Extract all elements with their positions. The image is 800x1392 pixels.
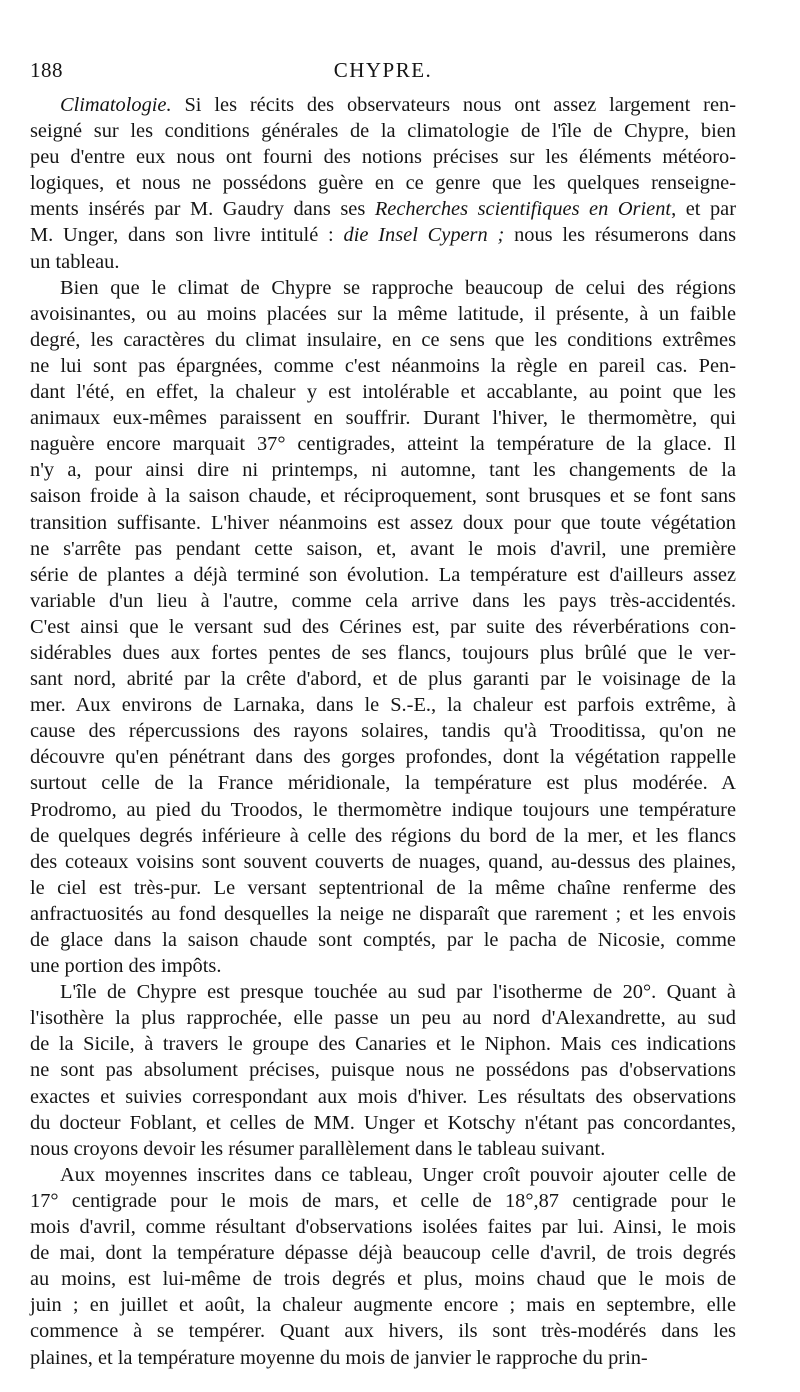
text-line xyxy=(30,379,736,405)
text-run: seigné sur les conditions générales de la climatologie de l'île de Chypre, bien xyxy=(30,120,736,143)
text-run: ne lui sont pas épargnées, comme c'est néanmoins la règle en pareil cas. Pen- xyxy=(30,354,736,377)
text-run: un tableau. xyxy=(30,250,120,273)
text-run: C'est ainsi que le versant sud des Cérines est, par suite des réverbérations con- xyxy=(30,615,736,638)
text-line xyxy=(30,457,736,483)
text-line xyxy=(30,1057,736,1083)
text-line xyxy=(30,249,736,275)
text-run: L'île de Chypre est presque touchée au sud par l'isotherme de 20°. Quant à xyxy=(60,981,736,1004)
text-run: variable d'un lieu à l'autre, comme cela arrive dans les pays très-accidentés. xyxy=(30,589,736,612)
text-run: découvre qu'en pénétrant dans des gorges profondes, dont la végétation rappelle xyxy=(30,746,736,769)
text-line xyxy=(30,510,736,536)
text-run: Bien que le climat de Chypre se rapproche beaucoup de celui des régions xyxy=(60,276,736,299)
text-line xyxy=(30,1240,736,1266)
paragraph xyxy=(30,275,736,980)
text-run: ne sont pas absolument précises, puisque nous ne possédons pas d'observations xyxy=(30,1059,736,1082)
text-run: Aux moyennes inscrites dans ce tableau, Unger croît pouvoir ajouter celle de xyxy=(60,1163,736,1186)
text-line xyxy=(30,118,736,144)
text-run: , et par xyxy=(671,198,737,221)
text-run: peu d'entre eux nous ont fourni des notions précises sur les éléments météoro- xyxy=(30,146,736,169)
text-run: M. Unger, dans son livre intitulé : xyxy=(30,224,344,247)
body-text xyxy=(30,92,736,1371)
text-run: dant l'été, en effet, la chaleur y est intolérable et accablante, au point que les xyxy=(30,381,736,404)
text-line xyxy=(30,797,736,823)
text-run: sant nord, abrité par la crête d'abord, et de plus garanti par le voisinage de la xyxy=(30,668,736,691)
text-run: ments insérés par M. Gaudry dans ses xyxy=(30,198,375,221)
text-line xyxy=(30,483,736,509)
text-line xyxy=(30,353,736,379)
text-line xyxy=(30,823,736,849)
text-run: n'y a, pour ainsi dire ni printemps, ni automne, tant les changements de la xyxy=(30,459,736,482)
text-line xyxy=(30,1084,736,1110)
text-run: avoisinantes, ou au moins placées sur la même latitude, il présente, à un faible xyxy=(30,302,736,325)
text-run: série de plantes a déjà terminé son évolution. La température est d'ailleurs assez xyxy=(30,563,736,586)
text-line xyxy=(30,640,736,666)
text-run: surtout celle de la France méridionale, la température est plus modérée. A xyxy=(30,772,736,795)
text-run: l'isothère la plus rapprochée, elle passe un peu au nord d'Alexandrette, au sud xyxy=(30,1007,736,1030)
text-line xyxy=(30,901,736,927)
text-line xyxy=(30,614,736,640)
text-run: le ciel est très-pur. Le versant septentrional de la même chaîne renferme des xyxy=(30,876,736,899)
text-line xyxy=(30,744,736,770)
text-line xyxy=(30,301,736,327)
text-line xyxy=(30,849,736,875)
text-line xyxy=(30,1110,736,1136)
italic-text: Recherches scientifiques en Orient xyxy=(374,198,672,221)
text-line xyxy=(30,196,736,222)
text-run: 17° centigrade pour le mois de mars, et celle de 18°,87 centigrade pour le xyxy=(30,1189,736,1212)
text-line xyxy=(30,170,736,196)
text-run: au moins, est lui-même de trois degrés et plus, moins chaud que le mois de xyxy=(30,1268,736,1291)
text-run: cause des répercussions des rayons solaires, tandis qu'à Trooditissa, qu'on ne xyxy=(30,720,736,743)
italic-text: die Insel Cypern ; xyxy=(343,224,505,247)
text-run: sidérables dues aux fortes pentes de ses flancs, toujours plus brûlé que le ver- xyxy=(30,641,736,664)
text-line xyxy=(30,536,736,562)
text-run: naguère encore marquait 37° centigrades, atteint la température de la glace. Il xyxy=(30,433,736,456)
text-line xyxy=(30,144,736,170)
text-line xyxy=(30,1345,736,1371)
text-run: animaux eux-mêmes paraissent en souffrir. Durant l'hiver, le thermomètre, qui xyxy=(30,407,736,430)
text-run: une portion des impôts. xyxy=(30,955,222,978)
text-line xyxy=(30,927,736,953)
text-line xyxy=(30,692,736,718)
text-line xyxy=(30,275,736,301)
text-run: nous croyons devoir les résumer parallèlement dans le tableau suivant. xyxy=(30,1137,606,1160)
running-title: CHYPRE. xyxy=(333,58,433,82)
text-run: des coteaux voisins sont souvent couverts de nuages, quand, au-dessus des plaines, xyxy=(30,850,736,873)
text-line xyxy=(30,1318,736,1344)
text-run: exactes et suivies correspondant aux mois d'hiver. Les résultats des observations xyxy=(30,1085,736,1108)
text-line xyxy=(30,1005,736,1031)
text-line xyxy=(30,718,736,744)
text-run: plaines, et la température moyenne du mois de janvier le rapproche du prin- xyxy=(30,1346,648,1369)
italic-text: Climatologie. xyxy=(60,94,172,116)
paragraph xyxy=(30,979,736,1162)
text-line xyxy=(30,431,736,457)
text-line xyxy=(30,1266,736,1292)
page-number: 188 xyxy=(30,58,63,82)
text-line xyxy=(30,92,736,118)
paragraph xyxy=(30,92,736,275)
text-line xyxy=(30,405,736,431)
text-run: anfractuosités au fond desquelles la neige ne disparaît que rarement ; et les envois xyxy=(30,902,736,925)
text-run: juin ; en juillet et août, la chaleur augmente encore ; mais en septembre, elle xyxy=(30,1294,736,1317)
text-run: logiques, et nous ne possédons guère en ce genre que les quelques renseigne- xyxy=(30,172,736,195)
text-line xyxy=(30,770,736,796)
text-run: de mai, dont la température dépasse déjà beaucoup celle d'avril, de trois degrés xyxy=(30,1242,736,1265)
text-line xyxy=(30,327,736,353)
text-line xyxy=(30,875,736,901)
text-run: mois d'avril, comme résultant d'observations isolées faites par lui. Ainsi, le mois xyxy=(30,1216,736,1239)
text-run: de la Sicile, à travers le groupe des Canaries et le Niphon. Mais ces indications xyxy=(30,1033,736,1056)
text-line xyxy=(30,1188,736,1214)
text-line xyxy=(30,1136,736,1162)
text-run: Si les récits des observateurs nous ont assez largement ren- xyxy=(171,94,736,116)
text-run: commence à se tempérer. Quant aux hivers, ils sont très-modérés dans les xyxy=(30,1320,736,1343)
text-line xyxy=(30,1214,736,1240)
book-page xyxy=(30,58,736,1371)
text-run: transition suffisante. L'hiver néanmoins est assez doux pour que toute végétation xyxy=(30,511,736,534)
text-line xyxy=(30,588,736,614)
text-line xyxy=(30,953,736,979)
text-run: de glace dans la saison chaude sont comptés, par le pacha de Nicosie, comme xyxy=(30,929,736,951)
text-line xyxy=(30,666,736,692)
running-head xyxy=(30,58,736,92)
text-run: degré, les caractères du climat insulaire, en ce sens que les conditions extrêmes xyxy=(30,328,736,351)
text-run: mer. Aux environs de Larnaka, dans le S.-E., la chaleur est parfois extrême, à xyxy=(30,694,736,717)
text-run: Prodromo, au pied du Troodos, le thermomètre indique toujours une température xyxy=(30,798,736,821)
paragraph xyxy=(30,1162,736,1371)
text-line xyxy=(30,562,736,588)
text-line xyxy=(30,1031,736,1057)
text-line xyxy=(30,979,736,1005)
text-run: de quelques degrés inférieure à celle des régions du bord de la mer, et les flancs xyxy=(30,824,736,847)
text-line xyxy=(30,222,736,248)
text-run: saison froide à la saison chaude, et réciproquement, sont brusques et se font sans xyxy=(30,485,736,508)
text-line xyxy=(30,1292,736,1318)
text-run: nous les résumerons dans xyxy=(504,224,736,247)
text-line xyxy=(30,1162,736,1188)
text-run: ne s'arrête pas pendant cette saison, et, avant le mois d'avril, une première xyxy=(30,537,736,560)
text-run: du docteur Foblant, et celles de MM. Unger et Kotschy n'étant pas concordantes, xyxy=(30,1111,736,1134)
